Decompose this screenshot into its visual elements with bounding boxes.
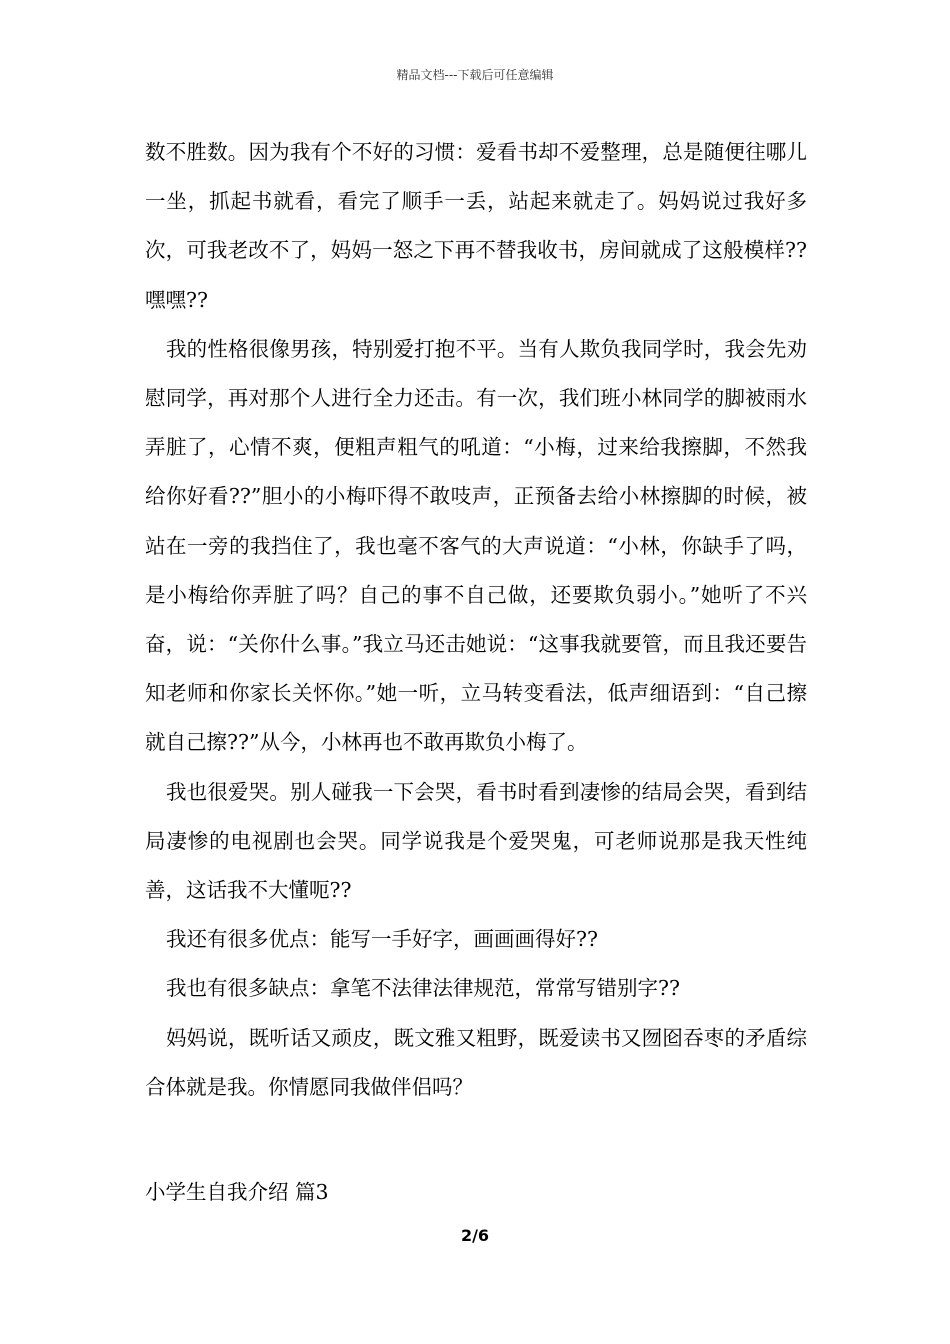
paragraph-personality: 我的性格很像男孩，特别爱打抱不平。当有人欺负我同学时，我会先劝慰同学，再对那个人进行全力还击。有一次，我们班小林同学的脚被雨水弄脏了，心情不爽，便粗声粗气的吼道：“小梅，过来给我擦脚，不然我给你好看??”胆小的小梅吓得不敢吱声，正预备去给小林擦脚的时候，被站在一旁的我挡住了，我也毫不客气的大声说道：“小林，你缺手了吗，是小梅给你弄脏了吗？自己的事不自己做，还要欺负弱小。”她听了不兴奋，说：“关你什么事。”我立马还击她说：“这事我就要管，而且我还要告知老师和你家长关怀你。”她一听，立马转变看法，低声细语到：“自己擦就自己擦??”从今，小林再也不敢再欺负小梅了。 [145, 336, 807, 755]
paragraph-continuation: 数不胜数。因为我有个不好的习惯：爱看书却不爱整理，总是随便往哪儿一坐，抓起书就看，看完了顺手一丢，站起来就走了。妈妈说过我好多次，可我老改不了，妈妈一怒之下再不替我收书，房间就成了这般模样??嘿嘿?? [145, 140, 807, 312]
section-heading: 小学生自我介绍 篇3 [145, 1180, 329, 1204]
page-number [0, 1226, 950, 1245]
paragraph-weaknesses: 我也有很多缺点：拿笔不法律法律规范，常常写错别字?? [166, 976, 680, 1001]
page-header: 精品文档---下载后可任意编辑 [396, 68, 554, 82]
paragraph-strengths: 我还有很多优点：能写一手好字，画画画得好?? [166, 927, 598, 952]
paragraph-crying: 我也很爱哭。别人碰我一下会哭，看书时看到凄惨的结局会哭，看到结局凄惨的电视剧也会哭。同学说我是个爱哭鬼，可老师说那是我天性纯善，这话我不大懂呃?? [145, 779, 807, 903]
document-body [145, 128, 807, 1112]
paragraph-conclusion: 妈妈说，既听话又顽皮，既文雅又粗野，既爱读书又囫囵吞枣的矛盾综合体就是我。你情愿同我做伴侣吗？ [145, 1025, 807, 1099]
page-separator: / [472, 1226, 478, 1245]
total-pages: 6 [477, 1226, 490, 1245]
current-page: 2 [460, 1226, 473, 1245]
